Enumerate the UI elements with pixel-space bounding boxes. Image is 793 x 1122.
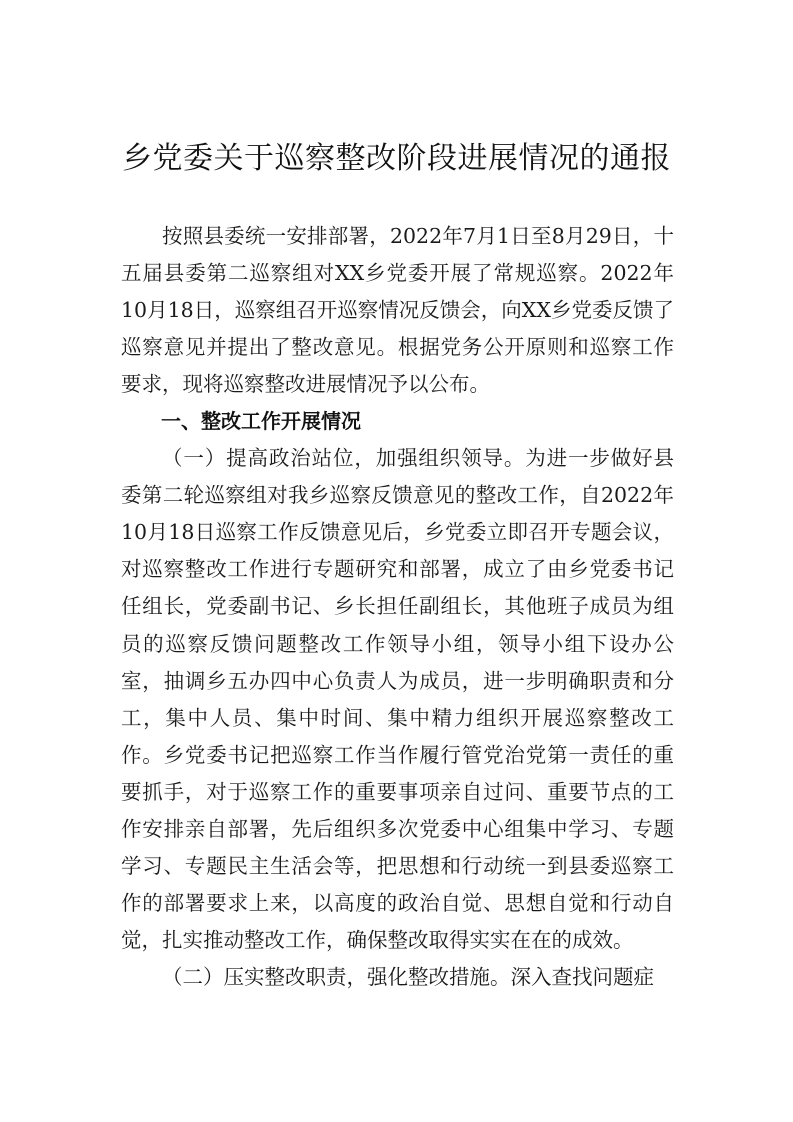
document-body xyxy=(121,218,674,996)
intro-paragraph: 按照县委统一安排部署，2022年7月1日至8月29日，十五届县委第二巡察组对XX乡党委开展了常规巡察。2022年10月18日，巡察组召开巡察情况反馈会，向XX乡党委反馈了巡察意见并提出了整改意见。根据党务公开原则和巡察工作要求，现将巡察整改进展情况予以公布。 xyxy=(121,224,674,397)
subsection-paragraph-2 xyxy=(121,959,674,996)
subsection-paragraph-1 xyxy=(121,440,674,959)
subsection-lead-2: （二）压实整改职责，强化整改措施。 xyxy=(162,964,511,989)
subsection-lead-1: （一）提高政治站位，加强组织领导。 xyxy=(162,446,526,471)
document-title: 乡党委关于巡察整改阶段进展情况的通报 xyxy=(122,141,671,176)
section-heading-1: 一、整改工作开展情况 xyxy=(161,409,361,434)
subsection-text-2: 深入查找问题症 xyxy=(510,964,654,989)
subsection-text-1: 为进一步做好县委第二轮巡察组对我乡巡察反馈意见的整改工作，自2022年10月18日巡察工作反馈意见后，乡党委立即召开专题会议，对巡察整改工作进行专题研究和部署，成立了由乡党委书记任组长，党委副书记、乡长担任副组长，其他班子成员为组员的巡察反馈问题整改工作领导小组，领导小组下设办公室，抽调乡五办四中心负责人为成员，进一步明确职责和分工，集中人员、集中时间、集中精力组织开展巡察整改工作。乡党委书记把巡察工作当作履行管党治党第一责任的重要抓手，对于巡察工作的重要事项亲自过问、重要节点的工作安排亲自部署，先后组织多次党委中心组集中学习、专题学习、专题民主生活会等，把思想和行动统一到县委巡察工作的部署要求上来，以高度的政治自觉、思想自觉和行动自觉，扎实推动整改工作，确保整改取得实实在在的成效。 xyxy=(121,446,675,952)
